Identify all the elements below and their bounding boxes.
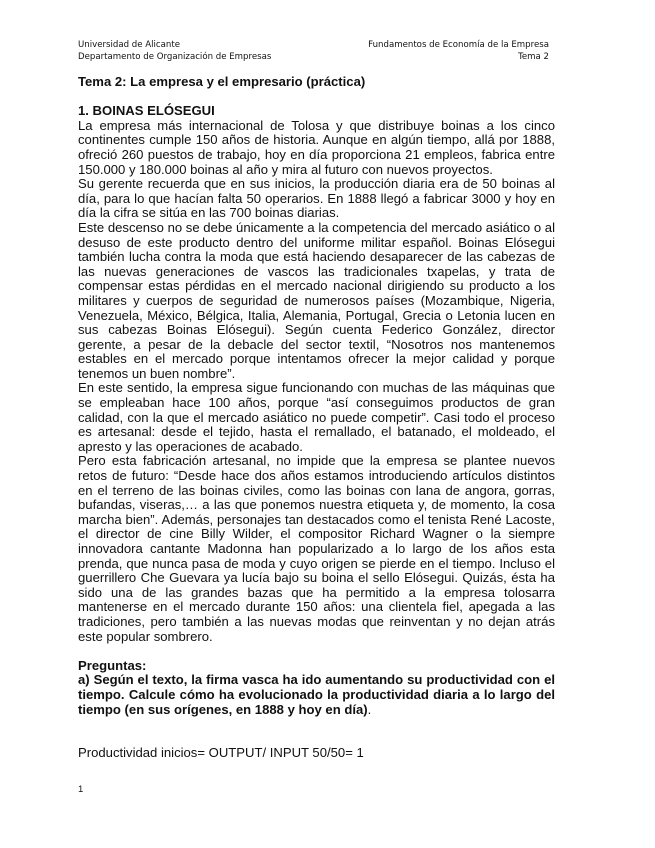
page-number: 1 — [78, 784, 84, 795]
document-body — [78, 75, 555, 761]
paragraph: Su gerente recuerda que en sus inicios, la producción diaria era de 50 boinas al día, para lo que hacían falta 50 operarios. En 1888 llegó a fabricar 3000 y hoy en día la cifra se sitúa en las 700 boinas diarias. — [78, 176, 555, 221]
header-course: Fundamentos de Economía de la Empresa — [368, 40, 549, 50]
paragraph: En este sentido, la empresa sigue funcionando con muchas de las máquinas que se empleaban hace 100 años, porque “así conseguimos productos de gran calidad, con la que el mercado asiático no puede competir”. Casi todo el proceso es artesanal: desde el tejido, hasta el remallado, el batanado, el moldeado, el apresto y las operaciones de acabado. — [78, 380, 555, 454]
section-title: 1. BOINAS ELÓSEGUI — [78, 103, 215, 119]
header-left — [78, 39, 271, 63]
paragraph: Pero esta fabricación artesanal, no impide que la empresa se plantee nuevos retos de futuro: “Desde hace dos años estamos introduciendo artículos distintos en el terreno de las boinas civiles, como las boinas con lana de angora, gorras, bufandas, viseras,… a las que ponemos nuestra etiqueta y, de momento, la cosa marcha bien”. Además, personajes tan destacados como el tenista René Lacoste, el director de cine Billy Wilder, el compositor Richard Wagner o la siempre innovadora cantante Madonna han popularizado a lo largo de los años esta prenda, que nunca pasa de moda y cuyo origen se pierde en el tiempo. Incluso el guerrillero Che Guevara ya lucía bajo su boina el sello Elósegui. Quizás, ésta ha sido una de las grandes bazas que ha permitido a la empresa tolosarra mantenerse en el mercado durante 150 años: una clientela fiel, apegada a las tradiciones, pero también a las nuevas modas que reinventan y no dejan atrás este popular sombrero. — [78, 453, 555, 644]
header-topic: Tema 2 — [518, 52, 549, 62]
answer-line: Productividad inicios= OUTPUT/ INPUT 50/50= 1 — [78, 745, 364, 761]
header-university: Universidad de Alicante — [78, 40, 181, 50]
paragraph: La empresa más internacional de Tolosa y que distribuye boinas a los cinco continentes cumple 150 años de historia. Aunque en algún tiempo, allá por 1888, ofreció 260 puestos de trabajo, hoy en día proporciona 21 empleos, fabrica entre 150.000 y 180.000 boinas al año y mira al futuro con nuevos proyectos. — [78, 117, 555, 177]
header-department: Departamento de Organización de Empresas — [78, 52, 272, 62]
paragraph: Este descenso no se debe únicamente a la competencia del mercado asiático o al desuso de este producto dentro del uniforme militar español. Boinas Elósegui también lucha contra la moda que está haciendo desaparecer de las cabezas de las nuevas generaciones de vascos las tradicionales txapelas, y trata de compensar estas pérdidas en el mercado nacional dirigiendo su producto a los militares y cuerpos de seguridad de numerosos países (Mozambique, Nigeria, Venezuela, México, Bélgica, Italia, Alemania, Portugal, Grecia o Letonia lucen en sus cabezas Boinas Elósegui). Según cuenta Federico González, director gerente, a pesar de la debacle del sector textil, “Nosotros nos mantenemos estables en el mercado porque intentamos ofrecer la mejor calidad y porque tenemos un buen nombre”. — [78, 219, 555, 381]
question-a-text: a) Según el texto, la firma vasca ha ido aumentando su productividad con el tiempo. Calcule cómo ha evolucionado la productividad diaria a lo largo del tiempo (en sus orígenes, en 1888 y hoy en día) — [78, 672, 555, 717]
header-right — [368, 39, 549, 63]
page-title: Tema 2: La empresa y el empresario (práctica) — [78, 74, 366, 89]
question-a — [78, 673, 555, 717]
question-a-end: . — [367, 701, 372, 717]
questions-heading: Preguntas: — [78, 657, 147, 673]
